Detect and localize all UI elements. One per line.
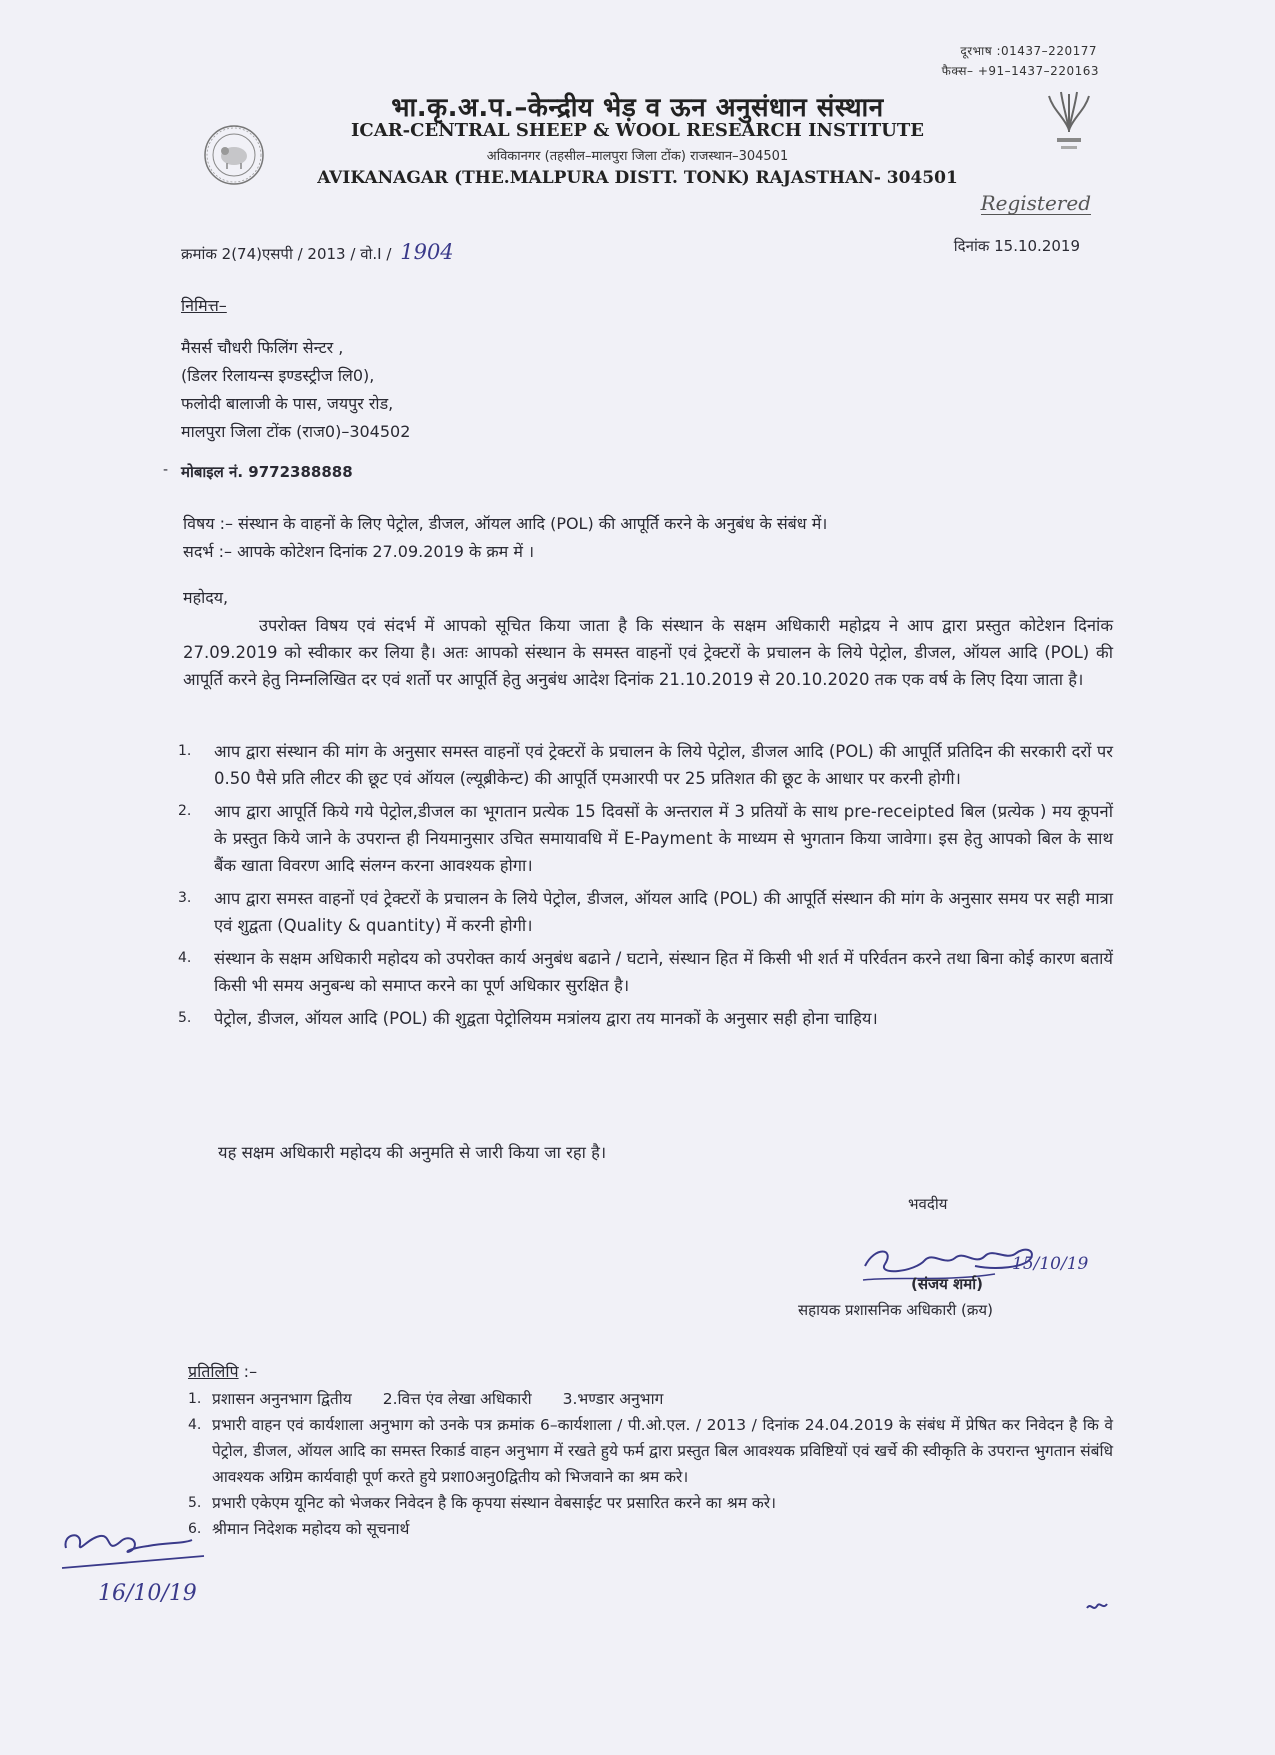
condition-text: संस्थान के सक्षम अधिकारी महोदय को उपरोक्त कार्य अनुबंध बढाने / घटाने, संस्थान हित में किसी भी शर्त में परिर्वतन करने तथा बिना कोई कारण बतायें किसी भी समय अनुबन्ध को समाप्त करने का पूर्ण अधिकार सुरक्षित है। — [214, 949, 1113, 995]
condition-item — [178, 1005, 1113, 1032]
registered-mark: Registered — [980, 191, 1091, 215]
yours-faithfully: भवदीय — [908, 1195, 948, 1213]
recipient-label: निमित्त– — [181, 296, 227, 315]
condition-number: 2. — [178, 803, 192, 819]
address-line: मैसर्स चौधरी फिलिंग सेन्टर , — [181, 338, 344, 357]
condition-number: 4. — [178, 950, 192, 966]
copy-item-text: प्रभारी वाहन एवं कार्यशाला अनुभाग को उनके पत्र क्रमांक 6–कार्यशाला / पी.ओ.एल. / 2013 / दिनांक 24.04.2019 के संबंध में प्रेषित कर निवेदन है कि वे पेट्रोल, डीजल, ऑयल आदि का समस्त रिकार्ड वाहन अनुभाग में रखते हुये फर्म द्वारा प्रस्तुत बिल आवश्यक प्रविष्टियों एवं खर्चे की स्वीकृति के उपरान्त भुगतान संबंधि आवश्यक अग्रिम कार्यवाही पूर्ण करते हुये प्रशा0अनु0द्वितीय को भिजवाने का श्रम करे। — [212, 1416, 1113, 1486]
institute-name-english: ICAR-CENTRAL SHEEP & WOOL RESEARCH INSTITUTE — [351, 120, 924, 141]
address-line: (डिलर रिलायन्स इण्डस्ट्रीज लि0), — [181, 366, 375, 385]
condition-item — [178, 738, 1113, 792]
condition-text: पेट्रोल, डीजल, ऑयल आदि (POL) की शुद्वता पेट्रोलियम मत्रांलय द्वारा तय मानकों के अनुसार सही होना चाहिय। — [214, 1009, 878, 1028]
condition-text: आप द्वारा संस्थान की मांग के अनुसार समस्त वाहनों एवं ट्रेक्टरों के प्रचालन के लिये पेट्रोल, डीजल आदि (POL) की आपूर्ति प्रतिदिन की सरकारी दरों पर 0.50 पैसे प्रति लीटर की छूट एवं ऑयल (ल्यूब्रीकेन्ट) की आपूर्ति एमआरपी पर 25 प्रतिशत की छूट के आधार पर करनी होगी। — [214, 742, 1113, 788]
copy-item-number: 6. — [188, 1521, 202, 1537]
copy-to-list — [188, 1386, 1113, 1542]
copy-to-label: प्रतिलिपि — [188, 1362, 239, 1381]
conditions-list — [178, 738, 1113, 1038]
reference-prefix: क्रमांक 2(74)एसपी / 2013 / वो.I / — [181, 245, 392, 263]
copy-item-text: श्रीमान निदेशक महोदय को सूचनार्थ — [212, 1520, 410, 1538]
letter-date: दिनांक 15.10.2019 — [953, 237, 1080, 255]
copy-to-item — [188, 1490, 1113, 1516]
copy-item-text: प्रभारी एकेएम यूनिट को भेजकर निवेदन है कि कृपया संस्थान वेबसाईट पर प्रसारित करने का श्रम करे। — [212, 1494, 777, 1512]
copy-item-text: 2.वित्त एंव लेखा अधिकारी — [382, 1390, 532, 1408]
signatory-name: (संजय शर्मा) — [911, 1275, 983, 1293]
subject-block — [183, 510, 1113, 566]
copy-to-item — [188, 1386, 1113, 1412]
signatory-designation: सहायक प्रशासनिक अधिकारी (क्रय) — [798, 1301, 993, 1319]
condition-text: आप द्वारा समस्त वाहनों एवं ट्रेक्टरों के प्रचालन के लिये पेट्रोल, डीजल, ऑयल आदि (POL) की आपूर्ति संस्थान की मांग के अनुसार समय पर सही मात्रा एवं शुद्वता (Quality & quantity) में करनी होगी। — [214, 889, 1113, 935]
reference-number — [181, 240, 454, 264]
closing-line: यह सक्षम अधिकारी महोदय की अनुमति से जारी किया जा रहा है। — [218, 1143, 607, 1162]
condition-text: आप द्वारा आपूर्ति किये गये पेट्रोल,डीजल का भूगतान प्रत्येक 15 दिवसों के अन्तराल में 3 प्रतियों के साथ pre-receipted बिल (प्रत्येक ) मय कूपनों के प्रस्तुत किये जाने के उपरान्त ही नियमानुसार उचित समायावधि में E-Payment के माध्यम से भुगतान किया जावेगा। इस हेतु आपको बिल के साथ बैंक खाता विवरण आदि संलग्न करना आवश्यक होगा। — [214, 802, 1113, 875]
handwritten-margin-note — [58, 1520, 208, 1610]
copy-item-number: 5. — [188, 1495, 202, 1511]
copy-to-item — [188, 1516, 1113, 1542]
copy-item-number: 1. — [188, 1391, 202, 1407]
copy-to-heading — [188, 1360, 257, 1382]
handwritten-reference-number: 1904 — [400, 240, 454, 264]
margin-date-text: 16/10/19 — [98, 1581, 197, 1606]
copy-item-text: प्रशासन अनुनभाग द्वितीय — [212, 1390, 352, 1408]
copy-item-text: 3.भण्डार अनुभाग — [562, 1390, 664, 1408]
copy-to-item — [188, 1412, 1113, 1490]
address-line: मालपुरा जिला टोंक (राज0)–304502 — [181, 422, 411, 441]
copy-item-number: 4. — [188, 1417, 202, 1433]
reference-line: सदर्भ :– आपके कोटेशन दिनांक 27.09.2019 के क्रम में । — [183, 542, 535, 561]
recipient-address — [181, 334, 410, 446]
address-line: फलोदी बालाजी के पास, जयपुर रोड, — [181, 394, 394, 413]
body-paragraph: उपरोक्त विषय एवं संदर्भ में आपको सूचित किया जाता है कि संस्थान के सक्षम अधिकारी महोद्रय ने आप द्वारा प्रस्तुत कोटेशन दिनांक 27.09.2019 को स्वीकार कर लिया है। अतः आपको संस्थान के समस्त वाहनों एवं ट्रेक्टरों के प्रचालन के लिये पेट्रोल, डीजल, ऑयल आदि (POL) की आपूर्ति करने हेतु निम्नलिखित दर एवं शर्तो पर आपूर्ति हेतु अनुबंध आदेश दिनांक 21.10.2019 से 20.10.2020 तक एक वर्ष के लिए दिया जाता है। — [183, 616, 1113, 689]
salutation: महोदय, — [183, 588, 229, 607]
condition-number: 1. — [178, 743, 192, 759]
phone-number: दूरभाष :01437–220177 — [960, 44, 1097, 58]
condition-item — [178, 798, 1113, 879]
recipient-mobile: मोबाइल नं. 9772388888 — [181, 463, 353, 481]
condition-number: 3. — [178, 890, 192, 906]
initial-mark-icon — [1085, 1598, 1109, 1614]
institute-address-english: AVIKANAGAR (THE.MALPURA DISTT. TONK) RAJASTHAN- 304501 — [317, 168, 958, 188]
fax-number: फैक्स– +91–1437–220163 — [941, 64, 1099, 78]
condition-item — [178, 945, 1113, 999]
condition-item — [178, 885, 1113, 939]
condition-number: 5. — [178, 1010, 192, 1026]
copy-to-suffix: :– — [238, 1362, 258, 1381]
subject-line: विषय :– संस्थान के वाहनों के लिए पेट्रोल, डीजल, ऑयल आदि (POL) की आपूर्ति करने के अनुबंध के संबंध में। — [183, 514, 828, 533]
signature-date: 15/10/19 — [1012, 1254, 1089, 1274]
institute-name-hindi: भा.कृ.अ.प.–केन्द्रीय भेड़ व ऊन अनुसंधान संस्थान — [391, 93, 884, 123]
bullet-mark: - — [163, 462, 169, 478]
institute-address-hindi: अविकानगर (तहसील–मालपुरा जिला टोंक) राजस्थान–304501 — [486, 149, 789, 164]
